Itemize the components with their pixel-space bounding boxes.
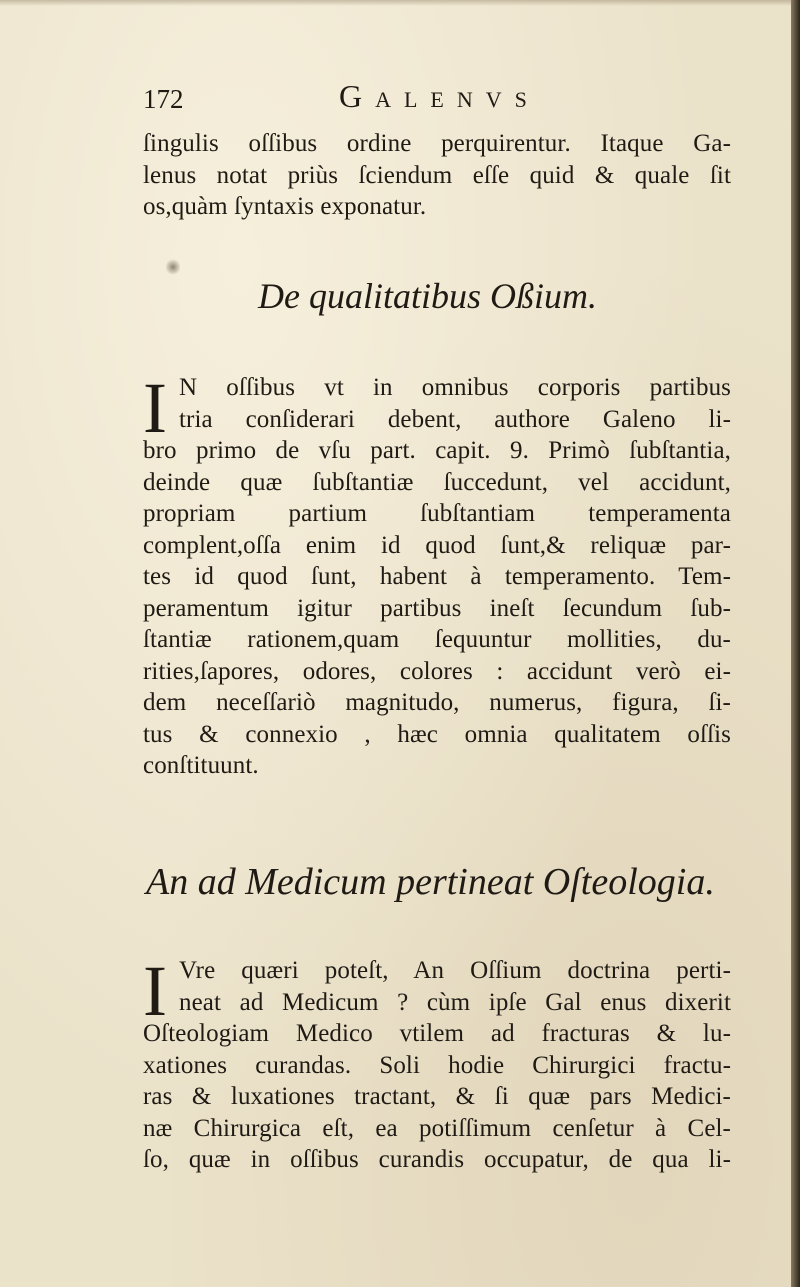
page-top-shadow (0, 0, 800, 6)
text-line: ſo, quæ in oſſibus curandis occupatur, de qua li- (143, 1146, 731, 1173)
text-line: ſtantiæ rationem,quam ſequuntur mollities, du- (143, 626, 731, 653)
text-line: propriam partium ſubſtantiam temperamenta (143, 500, 731, 527)
paragraph-osteology (143, 951, 731, 1176)
text-line: neat ad Medicum ? cùm ipſe Gal enus dixerit (179, 988, 731, 1016)
text-line: tus & connexio , hæc omnia qualitatem oſſis (143, 720, 731, 748)
ink-blot (166, 258, 180, 276)
text-line: conſtituunt. (143, 752, 259, 779)
text-line: peramentum igitur partibus ineſt ſecundum ſub- (143, 594, 731, 622)
text-line: ſingulis oſſibus ordine perquirentur. Itaque Ga- (143, 130, 731, 157)
text-line: Vre quæri poteſt, An Oſſium doctrina perti- (179, 957, 731, 984)
text-line: rities,ſapores, odores, colores : accidunt verò ei- (143, 657, 731, 685)
drop-cap: I (143, 368, 168, 448)
text-line: os,quàm ſyntaxis exponatur. (143, 193, 427, 220)
text-line: næ Chirurgica eſt, ea potiſſimum cenſetur à Cel- (143, 1114, 731, 1142)
text-line: Oſteologiam Medico vtilem ad fracturas & lu- (143, 1020, 731, 1047)
intro-paragraph (143, 128, 731, 223)
text-line: dem neceſſariò magnitudo, numerus, figura, ſi- (143, 689, 731, 716)
section-heading-qualities: De qualitatibus Oßium. (258, 276, 597, 316)
text-line: deinde quæ ſubſtantiæ ſuccedunt, vel accidunt, (143, 468, 731, 496)
text-line: complent,oſſa enim id quod ſunt,& reliquæ par- (143, 531, 731, 559)
text-line: tria conſiderari debent, authore Galeno li- (179, 405, 731, 433)
page-gutter-shadow (791, 0, 800, 1287)
section-heading-osteology: An ad Medicum pertineat Oſteologia. (146, 861, 715, 903)
text-line: bro primo de vſu part. capit. 9. Primò ſubſtantia, (143, 437, 731, 464)
text-line: N oſſibus vt in omnibus corporis partibus (179, 374, 731, 401)
text-line: ras & luxationes tractant, & ſi quæ pars Medici- (143, 1083, 731, 1110)
page-number: 172 (143, 84, 184, 114)
page-header (143, 78, 731, 124)
running-head: Galenvs (339, 78, 540, 114)
paragraph-qualities (143, 368, 731, 782)
text-line: xationes curandas. Soli hodie Chirurgici fractu- (143, 1051, 731, 1079)
text-line: lenus notat priùs ſciendum eſſe quid & quale ſit (143, 161, 731, 189)
drop-cap: I (143, 951, 168, 1031)
text-line: tes id quod ſunt, habent à temperamento. Tem- (143, 563, 731, 590)
